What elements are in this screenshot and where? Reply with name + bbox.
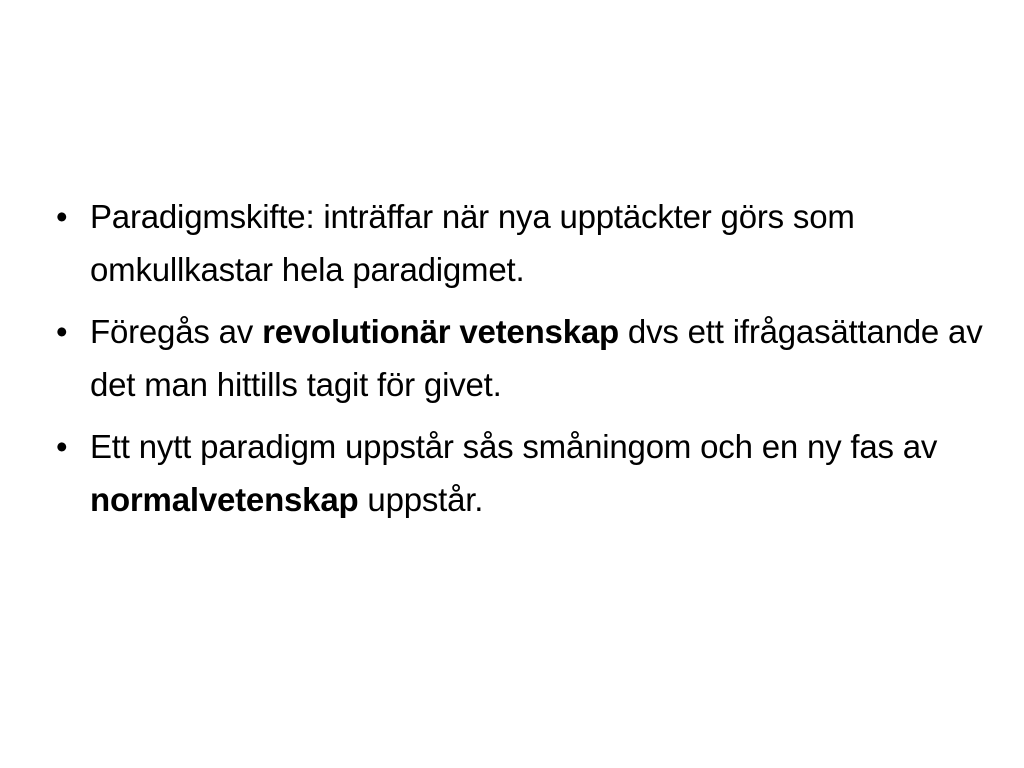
bullet-text-post: uppstår. xyxy=(358,481,484,518)
bullet-text-bold: normalvetenskap xyxy=(90,481,359,518)
bullet-icon: • xyxy=(56,198,68,235)
bullet-text-post: dvs ett ifrågasättande av det man hittills tagit för givet. xyxy=(90,313,983,403)
bullet-list xyxy=(56,190,986,535)
bullet-icon: • xyxy=(56,428,68,465)
bullet-text-pre: Ett nytt paradigm uppstår sås småningom och en ny fas av xyxy=(90,428,938,465)
bullet-text-bold: revolutionär vetenskap xyxy=(262,313,619,350)
bullet-item-nytt-paradigm xyxy=(56,420,986,526)
bullet-item-paradigmskifte xyxy=(56,190,986,296)
bullet-item-revolutionar-vetenskap xyxy=(56,305,986,411)
bullet-text-pre: Föregås av xyxy=(90,313,263,350)
bullet-text: Paradigmskifte: inträffar när nya upptäckter görs som omkullkastar hela paradigmet. xyxy=(90,198,855,288)
bullet-icon: • xyxy=(56,313,68,350)
